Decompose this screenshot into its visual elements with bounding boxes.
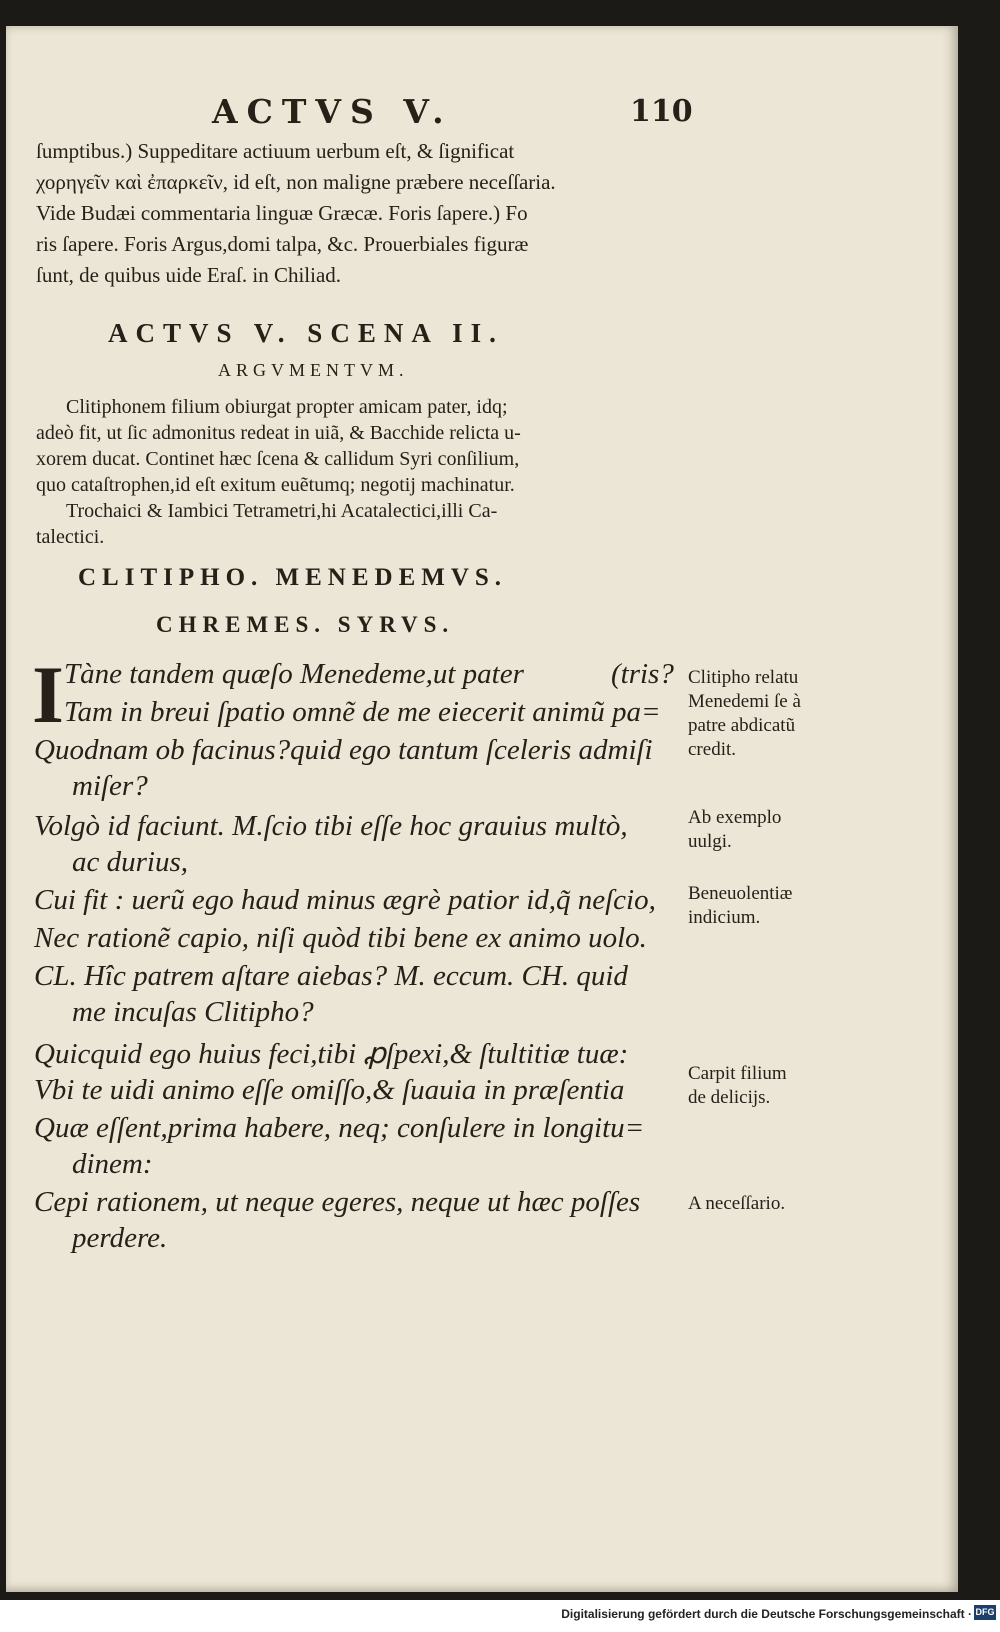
margin-note-line: Beneuolentiæ — [688, 883, 793, 904]
argument-line: Clitiphonem filium obiurgat propter amicam pater, idq; — [66, 396, 508, 418]
dfg-logo: DFG — [974, 1605, 996, 1620]
margin-note-line: Ab exemplo — [688, 807, 782, 828]
margin-note-line: de delicijs. — [688, 1087, 771, 1108]
verse-line: Quodnam ob facinus?quid ego tantum ſceleris admiſi — [34, 734, 653, 766]
verse-line: Volgò id faciunt. M.ſcio tibi eſſe hoc grauius multò, — [34, 810, 628, 842]
verse-line: Tam in breui ſpatio omnẽ de me eiecerit animũ pa= — [64, 696, 661, 728]
argument-line: quo cataſtrophen,id eſt exitum euẽtumq; negotij machinatur. — [36, 474, 515, 496]
argument-title: ARGVMENTVM. — [218, 360, 409, 380]
folio-number: 110 — [630, 94, 693, 129]
verse-line: Tàne tandem quæſo Menedeme,ut pater — [64, 658, 524, 690]
argument-line: talectici. — [36, 526, 105, 548]
book-page — [6, 26, 958, 1592]
margin-note-line: patre abdicatũ — [688, 715, 796, 736]
argument-line: xorem ducat. Continet hæc ſcena & callidum Syri conſilium, — [36, 448, 520, 470]
verse-line: perdere. — [72, 1222, 168, 1254]
margin-note — [688, 666, 858, 762]
margin-note — [688, 806, 858, 854]
verse-line: Cepi rationem, ut neque egeres, neque ut hæc poſſes — [34, 1186, 641, 1218]
drop-cap: I — [32, 649, 64, 740]
commentary-line: ris ſapere. Foris Argus,domi talpa, &c. Prouerbiales figuræ — [36, 232, 529, 256]
verse-line: ac durius, — [72, 846, 188, 878]
running-head: ACTVS V. — [212, 92, 453, 131]
margin-note — [688, 882, 858, 930]
verse-turnover: (tris? — [611, 658, 674, 690]
margin-note-line: credit. — [688, 739, 737, 760]
verse-line: Quæ eſſent,prima habere, neq; conſulere in longitu= — [34, 1112, 645, 1144]
margin-note-line: uulgi. — [688, 831, 732, 852]
margin-note-line: Carpit filium — [688, 1063, 787, 1084]
verse-line: Quicquid ego huius feci,tibi ꝓſpexi,& ſtultitiæ tuæ: — [34, 1038, 629, 1070]
commentary-line: ſumptibus.) Suppeditare actiuum uerbum eſt, & ſignificat — [36, 139, 515, 163]
scene-title: ACTVS V. SCENA II. — [108, 318, 504, 348]
commentary-line: ſunt, de quibus uide Eraſ. in Chiliad. — [36, 263, 342, 287]
argument-line: adeò fit, ut ſic admonitus redeat in uiã, & Bacchide relicta u- — [36, 422, 521, 444]
margin-note — [688, 1192, 858, 1216]
verse-line: CL. Hîc patrem aſtare aiebas? M. eccum. CH. quid — [34, 960, 628, 992]
margin-note-line: Clitipho relatu — [688, 667, 799, 688]
argument-line: Trochaici & Iambici Tetrametri,hi Acatalectici,illi Ca- — [66, 500, 498, 522]
commentary-line: χορηγεῖν καὶ ἐπαρκεῖν, id eſt, non maligne præbere neceſſaria. — [36, 170, 556, 194]
margin-note-line: A neceſſario. — [688, 1193, 786, 1214]
dramatis-personae-line-2: CHREMES. SYRVS. — [156, 612, 455, 637]
verse-line: Vbi te uidi animo eſſe omiſſo,& ſuauia in præſentia — [34, 1074, 625, 1106]
verse-line: Nec rationẽ capio, niſi quòd tibi bene ex animo uolo. — [34, 922, 647, 954]
verse-line: dinem: — [72, 1148, 153, 1180]
dramatis-personae-line-1: CLITIPHO. MENEDEMVS. — [78, 564, 508, 591]
margin-note-line: Menedemi ſe à — [688, 691, 801, 712]
digitization-credit: Digitalisierung gefördert durch die Deutsche Forschungsgemeinschaft · — [561, 1607, 972, 1621]
margin-note — [688, 1062, 858, 1110]
verse-line: me incuſas Clitipho? — [72, 996, 314, 1028]
commentary-line: Vide Budæi commentaria linguæ Græcæ. Foris ſapere.) Fo — [36, 201, 528, 225]
verse-line: Cui fit : uerũ ego haud minus ægrè patior id,q̃ neſcio, — [34, 884, 656, 916]
margin-note-line: indicium. — [688, 907, 761, 928]
verse-line: miſer? — [72, 770, 148, 802]
